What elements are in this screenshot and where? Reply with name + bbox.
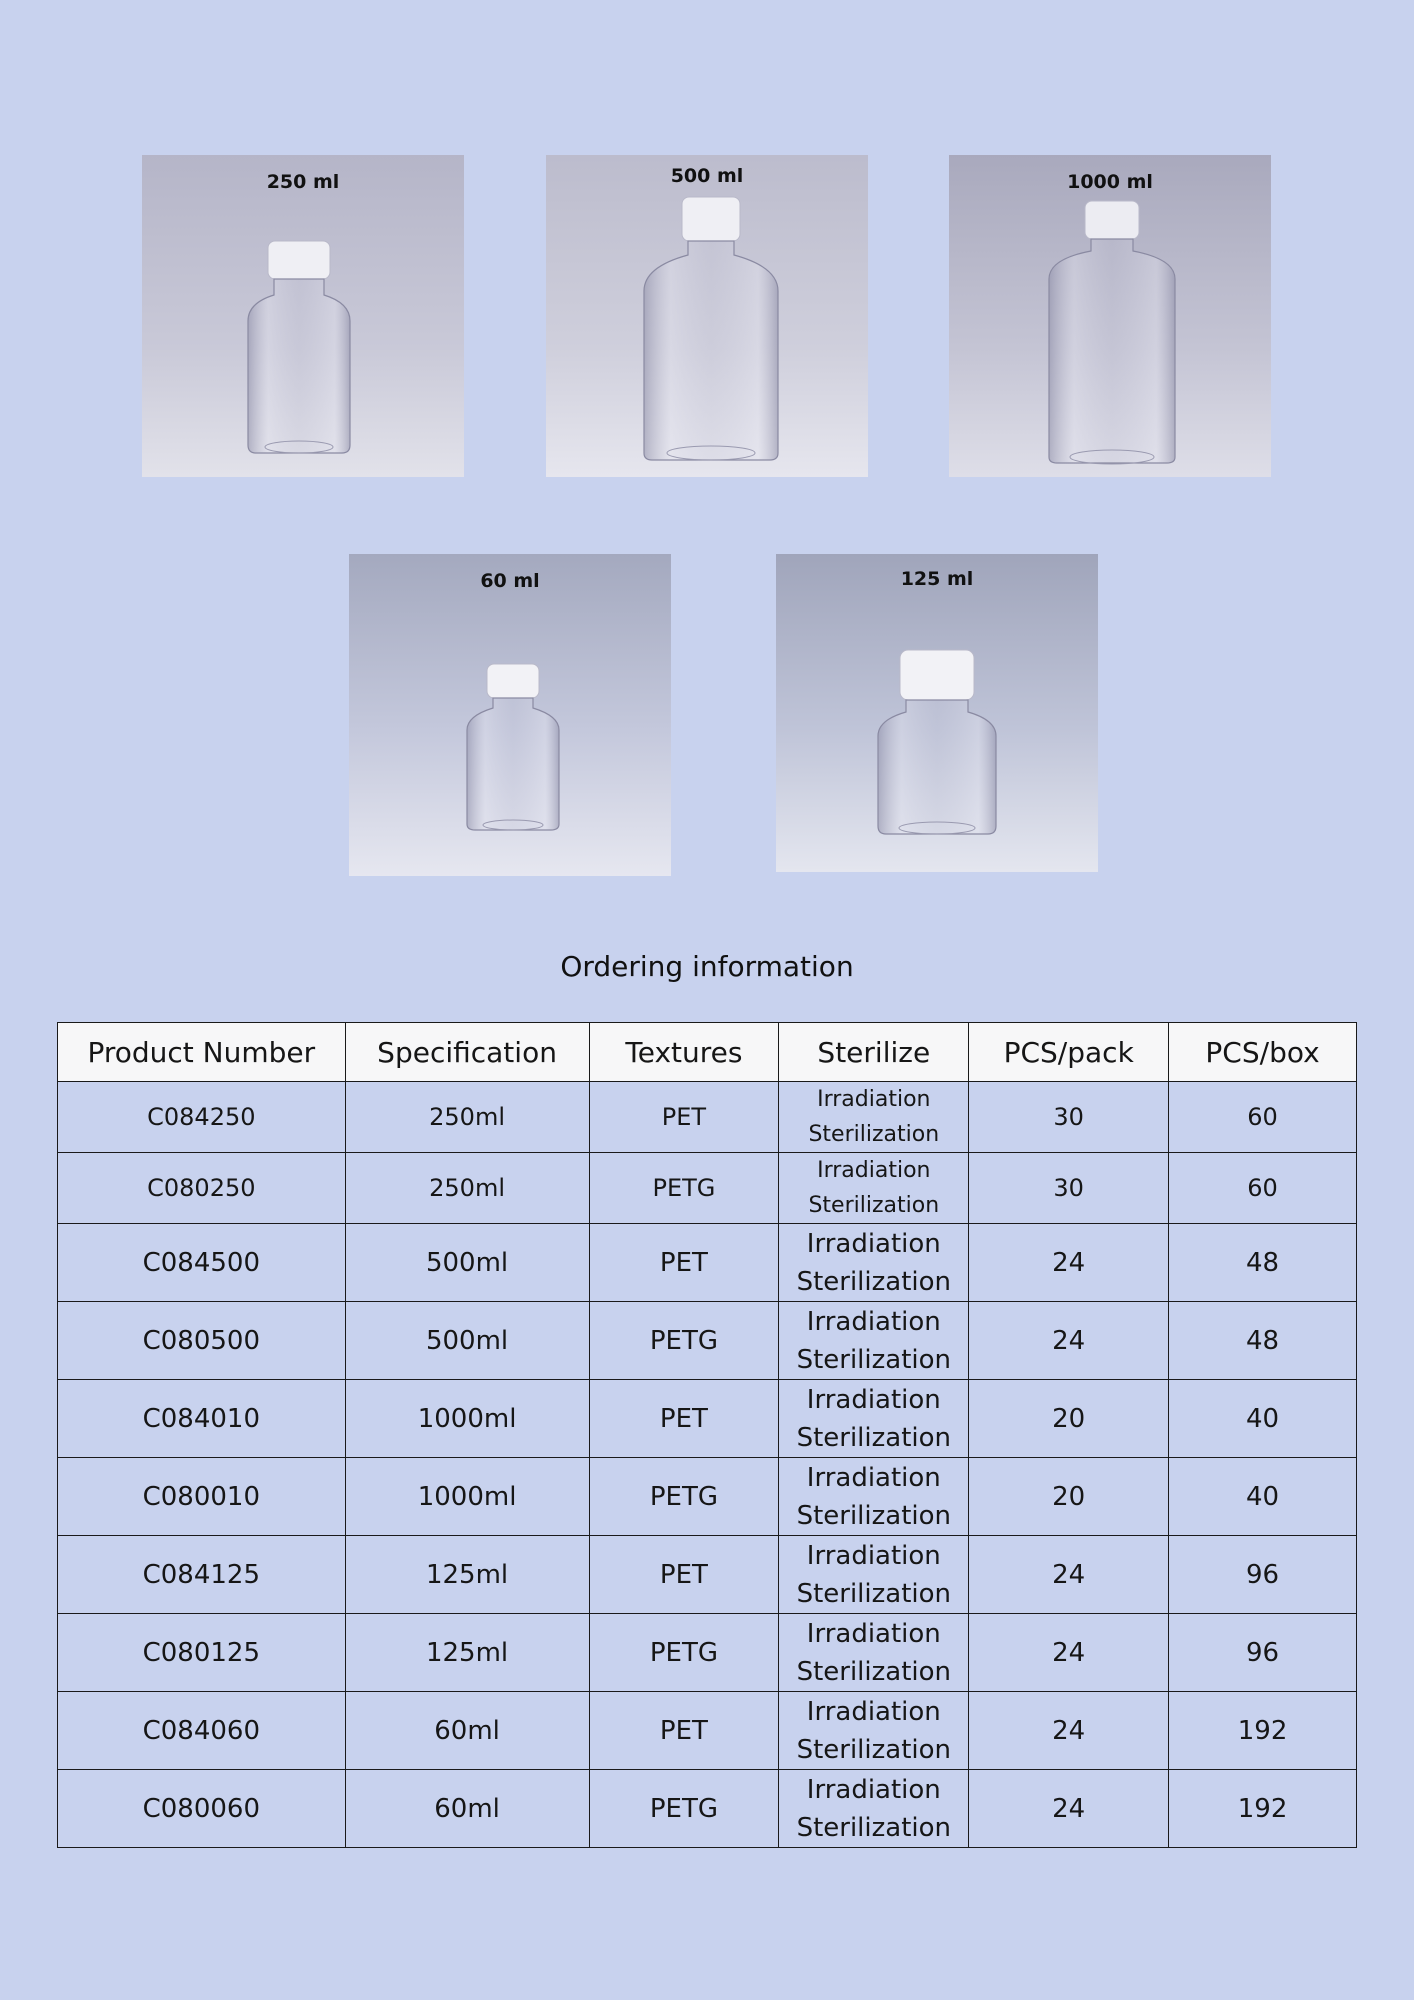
- bottle-image: [142, 155, 464, 477]
- pcs-box-cell: 192: [1169, 1770, 1357, 1848]
- texture-cell: PET: [589, 1082, 779, 1153]
- table-row: [58, 1224, 1357, 1302]
- bottle-volume-label: 250 ml: [266, 171, 340, 193]
- specification-cell: 1000ml: [345, 1380, 589, 1458]
- texture-cell: PETG: [589, 1458, 779, 1536]
- sterilize-cell: [779, 1224, 969, 1302]
- texture-cell: PETG: [589, 1153, 779, 1224]
- bottle-volume-label: 60 ml: [480, 570, 540, 592]
- pcs-box-cell: 48: [1169, 1302, 1357, 1380]
- specification-cell: 500ml: [345, 1302, 589, 1380]
- sterilize-line: Sterilization: [796, 1266, 952, 1297]
- texture-cell: PET: [589, 1536, 779, 1614]
- sterilize-line: Sterilization: [796, 1734, 952, 1765]
- pcs-pack-cell: 20: [969, 1458, 1169, 1536]
- bottle-image: [949, 155, 1271, 477]
- sterilize-line: Irradiation: [806, 1618, 941, 1649]
- table-header-row: [58, 1023, 1357, 1082]
- column-header: PCS/pack: [969, 1023, 1169, 1082]
- specification-cell: 250ml: [345, 1082, 589, 1153]
- pcs-pack-cell: 24: [969, 1536, 1169, 1614]
- sterilize-cell: [779, 1692, 969, 1770]
- specification-cell: 250ml: [345, 1153, 589, 1224]
- product-number-cell: C080060: [58, 1770, 346, 1848]
- specification-cell: 1000ml: [345, 1458, 589, 1536]
- sterilize-line: Sterilization: [796, 1812, 952, 1843]
- bottle-image: [776, 554, 1098, 872]
- pcs-box-cell: 192: [1169, 1692, 1357, 1770]
- bottle-image: [349, 554, 671, 876]
- bottle-image: [546, 155, 868, 477]
- section-heading: Ordering information: [560, 950, 854, 983]
- sterilize-line: Irradiation: [806, 1774, 941, 1805]
- product-number-cell: C084500: [58, 1224, 346, 1302]
- table-row: [58, 1153, 1357, 1224]
- sterilize-cell: [779, 1380, 969, 1458]
- sterilize-cell: [779, 1458, 969, 1536]
- sterilize-line: Irradiation: [817, 1087, 931, 1112]
- table-row: [58, 1380, 1357, 1458]
- pcs-pack-cell: 24: [969, 1770, 1169, 1848]
- specification-cell: 125ml: [345, 1614, 589, 1692]
- texture-cell: PET: [589, 1224, 779, 1302]
- sterilize-cell: [779, 1153, 969, 1224]
- specification-cell: 125ml: [345, 1536, 589, 1614]
- texture-cell: PETG: [589, 1614, 779, 1692]
- sterilize-line: Sterilization: [796, 1500, 952, 1531]
- sterilize-line: Irradiation: [806, 1306, 941, 1337]
- bottle-volume-label: 125 ml: [900, 568, 974, 590]
- product-number-cell: C080010: [58, 1458, 346, 1536]
- pcs-pack-cell: 24: [969, 1692, 1169, 1770]
- pcs-pack-cell: 24: [969, 1302, 1169, 1380]
- pcs-pack-cell: 30: [969, 1153, 1169, 1224]
- bottle-volume-label: 1000 ml: [1067, 171, 1153, 193]
- pcs-box-cell: 60: [1169, 1082, 1357, 1153]
- pcs-box-cell: 96: [1169, 1614, 1357, 1692]
- column-header: Textures: [589, 1023, 779, 1082]
- sterilize-line: Sterilization: [796, 1578, 952, 1609]
- product-photo-500ml: [546, 155, 868, 477]
- sterilize-line: Irradiation: [806, 1228, 941, 1259]
- pcs-box-cell: 48: [1169, 1224, 1357, 1302]
- product-number-cell: C084125: [58, 1536, 346, 1614]
- product-number-cell: C080500: [58, 1302, 346, 1380]
- specification-cell: 60ml: [345, 1770, 589, 1848]
- product-photo-1000ml: [949, 155, 1271, 477]
- table-row: [58, 1692, 1357, 1770]
- table-row: [58, 1614, 1357, 1692]
- column-header: PCS/box: [1169, 1023, 1357, 1082]
- sterilize-line: Sterilization: [808, 1122, 940, 1147]
- sterilize-cell: [779, 1302, 969, 1380]
- pcs-box-cell: 60: [1169, 1153, 1357, 1224]
- table-row: [58, 1082, 1357, 1153]
- sterilize-line: Irradiation: [806, 1462, 941, 1493]
- sterilize-cell: [779, 1536, 969, 1614]
- sterilize-line: Irradiation: [806, 1540, 941, 1571]
- product-photo-60ml: [349, 554, 671, 876]
- column-header: Product Number: [58, 1023, 346, 1082]
- pcs-box-cell: 96: [1169, 1536, 1357, 1614]
- pcs-pack-cell: 30: [969, 1082, 1169, 1153]
- pcs-pack-cell: 24: [969, 1614, 1169, 1692]
- sterilize-line: Irradiation: [817, 1158, 931, 1183]
- product-number-cell: C084250: [58, 1082, 346, 1153]
- texture-cell: PET: [589, 1380, 779, 1458]
- sterilize-line: Sterilization: [796, 1344, 952, 1375]
- pcs-box-cell: 40: [1169, 1380, 1357, 1458]
- pcs-pack-cell: 24: [969, 1224, 1169, 1302]
- texture-cell: PETG: [589, 1770, 779, 1848]
- product-number-cell: C080250: [58, 1153, 346, 1224]
- product-number-cell: C084010: [58, 1380, 346, 1458]
- table-row: [58, 1536, 1357, 1614]
- product-number-cell: C080125: [58, 1614, 346, 1692]
- texture-cell: PETG: [589, 1302, 779, 1380]
- product-photo-125ml: [776, 554, 1098, 872]
- sterilize-cell: [779, 1770, 969, 1848]
- sterilize-line: Irradiation: [806, 1696, 941, 1727]
- pcs-box-cell: 40: [1169, 1458, 1357, 1536]
- sterilize-line: Irradiation: [806, 1384, 941, 1415]
- sterilize-cell: [779, 1082, 969, 1153]
- product-photo-250ml: [142, 155, 464, 477]
- texture-cell: PET: [589, 1692, 779, 1770]
- sterilize-line: Sterilization: [796, 1422, 952, 1453]
- product-number-cell: C084060: [58, 1692, 346, 1770]
- sterilize-line: Sterilization: [808, 1193, 940, 1218]
- column-header: Specification: [345, 1023, 589, 1082]
- column-header: Sterilize: [779, 1023, 969, 1082]
- pcs-pack-cell: 20: [969, 1380, 1169, 1458]
- sterilize-cell: [779, 1614, 969, 1692]
- table-row: [58, 1770, 1357, 1848]
- bottle-volume-label: 500 ml: [670, 165, 744, 187]
- specification-cell: 60ml: [345, 1692, 589, 1770]
- ordering-table: [57, 1022, 1357, 1848]
- table-row: [58, 1302, 1357, 1380]
- specification-cell: 500ml: [345, 1224, 589, 1302]
- table-row: [58, 1458, 1357, 1536]
- sterilize-line: Sterilization: [796, 1656, 952, 1687]
